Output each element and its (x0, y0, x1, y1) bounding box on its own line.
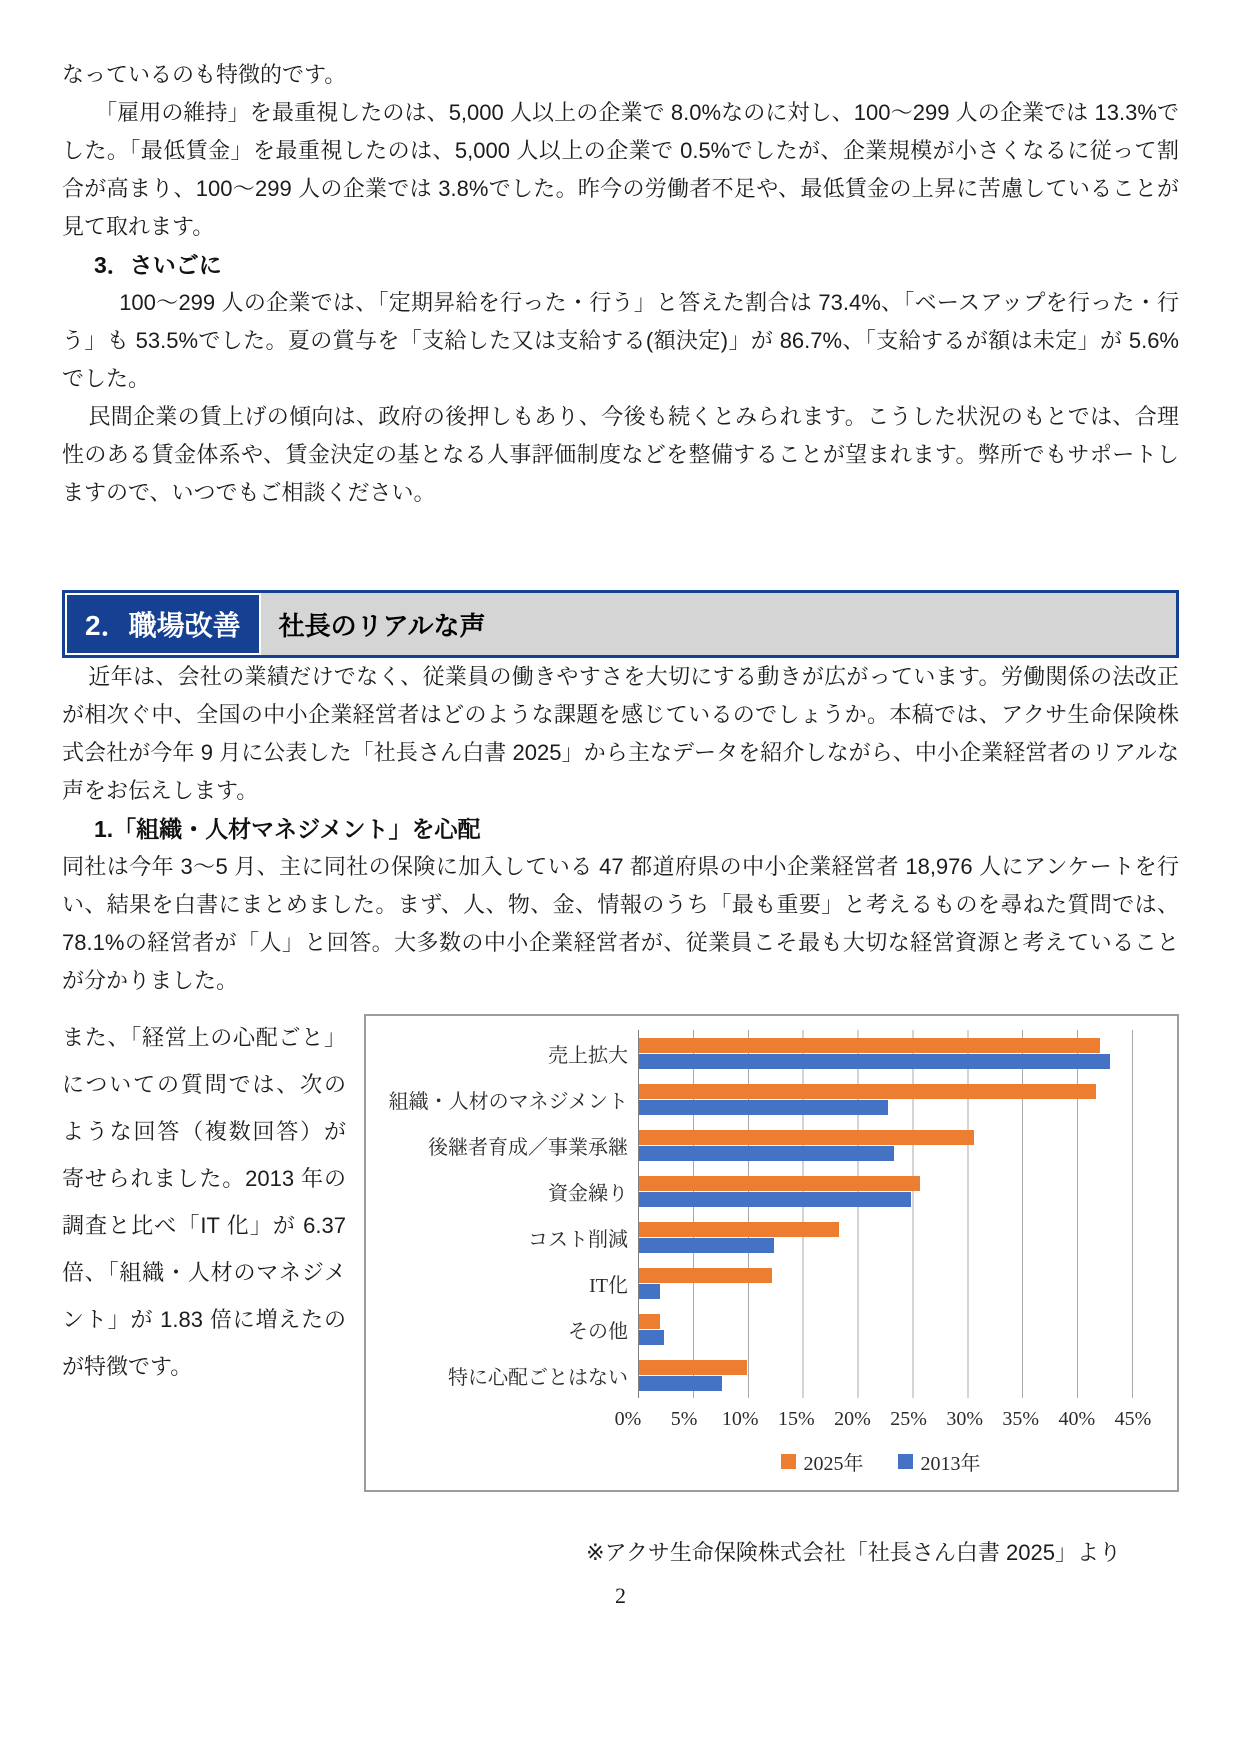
chart-category-label: その他 (568, 1320, 628, 1343)
chart-row (376, 1122, 1133, 1168)
chart-legend (628, 1440, 1133, 1482)
chart-row (376, 1260, 1133, 1306)
chart-row (376, 1030, 1133, 1076)
bar-2025年 (639, 1314, 660, 1329)
heading-management-worry: 1.「組織・人材マネジメント」を心配 (94, 816, 481, 842)
paragraph-intro-tail: なっているのも特徴的です。 (62, 62, 347, 87)
legend-label: 2013年 (920, 1452, 981, 1475)
legend-swatch (781, 1454, 796, 1469)
bar-2013年 (639, 1100, 888, 1115)
bar-2013年 (639, 1330, 664, 1345)
x-tick-label: 45% (1114, 1408, 1152, 1430)
axis-spacer (376, 1398, 628, 1440)
chart-rows (376, 1030, 1133, 1398)
bar-2025年 (639, 1360, 747, 1375)
chart-bar-area (638, 1030, 1133, 1076)
chart-x-axis-row (376, 1398, 1152, 1440)
bar-2025年 (639, 1130, 974, 1145)
x-tick-label: 30% (946, 1408, 983, 1430)
x-tick-label: 40% (1058, 1408, 1096, 1430)
paragraph-raise: 100～299 人の企業では、「定期昇給を行った・行う」と答えた割合は 73.4%、「ベースアップを行った・行う」も 53.5%でした。夏の賞与を「支給した又は支給する(額決定)」が 86.7%、「支給するが額は未定」が 5.6%でした。 (62, 290, 1179, 391)
chart-bar-area (638, 1168, 1133, 1214)
chart-category-label: 特に心配ごとはない (448, 1366, 628, 1389)
x-tick-label: 15% (777, 1408, 815, 1430)
legend-swatch (898, 1454, 913, 1469)
paragraph-employment: 「雇用の維持」を最重視したのは、5,000 人以上の企業で 8.0%なのに対し、100～299 人の企業では 13.3%でした。「最低賃金」を最重視したのは、5,000 人以上の企業で 0.5%でしたが、企業規模が小さくなるに従って割合が高まり、100～299 人の企業では 3.8%でした。昨今の労働者不足や、最低賃金の上昇に苦慮していることが見て取れます。 (62, 100, 1179, 239)
bar-2013年 (639, 1146, 894, 1161)
chart-bar-area (638, 1214, 1133, 1260)
x-tick-label: 0% (614, 1408, 642, 1430)
chart-category-label: コスト削減 (528, 1228, 628, 1251)
chart-bar-area (638, 1352, 1133, 1398)
bar-2013年 (639, 1284, 660, 1299)
paragraph-recent: 近年は、会社の業績だけでなく、従業員の働きやすさを大切にする動きが広がっています。労働関係の法改正が相次ぐ中、全国の中小企業経営者はどのような課題を感じているのでしょうか。本稿では、アクサ生命保険株式会社が今年 9 月に公表した「社長さん白書 2025」から主なデータを紹介しながら、中小企業経営者のリアルな声をお伝えします。 (62, 664, 1180, 803)
x-tick-label: 10% (721, 1408, 759, 1430)
legend-label: 2025年 (803, 1452, 864, 1475)
bar-chart (364, 1014, 1179, 1492)
bar-2025年 (639, 1222, 839, 1237)
chart-bar-area (638, 1076, 1133, 1122)
legend-item (898, 1447, 981, 1476)
section-banner-title: 2．職場改善 (65, 593, 261, 655)
page-number: 2 (615, 1583, 626, 1608)
bar-2025年 (639, 1268, 772, 1283)
chart-category-label: 売上拡大 (548, 1044, 628, 1067)
bar-2013年 (639, 1238, 774, 1253)
heading-saigoni: 3．さいごに (94, 252, 222, 278)
bar-2025年 (639, 1084, 1096, 1099)
paragraph-outlook: 民間企業の賃上げの傾向は、政府の後押しもあり、今後も続くとみられます。こうした状況のもとでは、合理性のある賃金体系や、賃金決定の基となる人事評価制度などを整備することが望まれます。弊所でもサポートしますので、いつでもご相談ください。 (62, 404, 1179, 505)
chart-x-axis (614, 1398, 1152, 1440)
chart-row (376, 1306, 1133, 1352)
chart-category-label: 後継者育成／事業承継 (428, 1136, 628, 1159)
bar-2013年 (639, 1376, 722, 1391)
x-tick-label: 20% (834, 1408, 871, 1430)
chart-row (376, 1214, 1133, 1260)
bar-2025年 (639, 1038, 1100, 1053)
chart-category-label: 組織・人材のマネジメント (388, 1090, 628, 1113)
bar-2013年 (639, 1054, 1110, 1069)
chart-row (376, 1168, 1133, 1214)
chart-bar-area (638, 1306, 1133, 1352)
x-tick-label: 25% (890, 1408, 927, 1430)
chart-row (376, 1076, 1133, 1122)
paragraph-survey: 同社は今年 3～5 月、主に同社の保険に加入している 47 都道府県の中小企業経営者 18,976 人にアンケートを行い、結果を白書にまとめました。まず、人、物、金、情報のうち「最も重要」と考えるものを尋ねた質問では、78.1%の経営者が「人」と回答。大多数の中小企業経営者が、従業員こそ最も大切な経営資源と考えていることが分かりました。 (62, 854, 1179, 993)
bar-2013年 (639, 1192, 911, 1207)
chart-bar-area (638, 1122, 1133, 1168)
chart-row (376, 1352, 1133, 1398)
section-banner-subtitle: 社長のリアルな声 (278, 610, 486, 641)
chart-category-label: 資金繰り (548, 1182, 628, 1205)
section-banner (62, 590, 1179, 658)
x-tick-label: 5% (670, 1408, 698, 1430)
chart-bar-area (638, 1260, 1133, 1306)
side-text: また、「経営上の心配ごと」についての質問では、次のような回答（複数回答）が寄せられました。2013 年の調査と比べ「IT 化」が 6.37 倍、「組織・人材のマネジメント」が 1.83 倍に増えたのが特徴です。 (62, 1025, 346, 1379)
legend-item (781, 1447, 864, 1476)
chart-section (62, 1014, 1179, 1492)
chart-category-label: IT化 (589, 1274, 628, 1297)
source-caption: ※アクサ生命保険株式会社「社長さん白書 2025」より (586, 1540, 1121, 1565)
x-tick-label: 35% (1002, 1408, 1040, 1430)
bar-2025年 (639, 1176, 920, 1191)
